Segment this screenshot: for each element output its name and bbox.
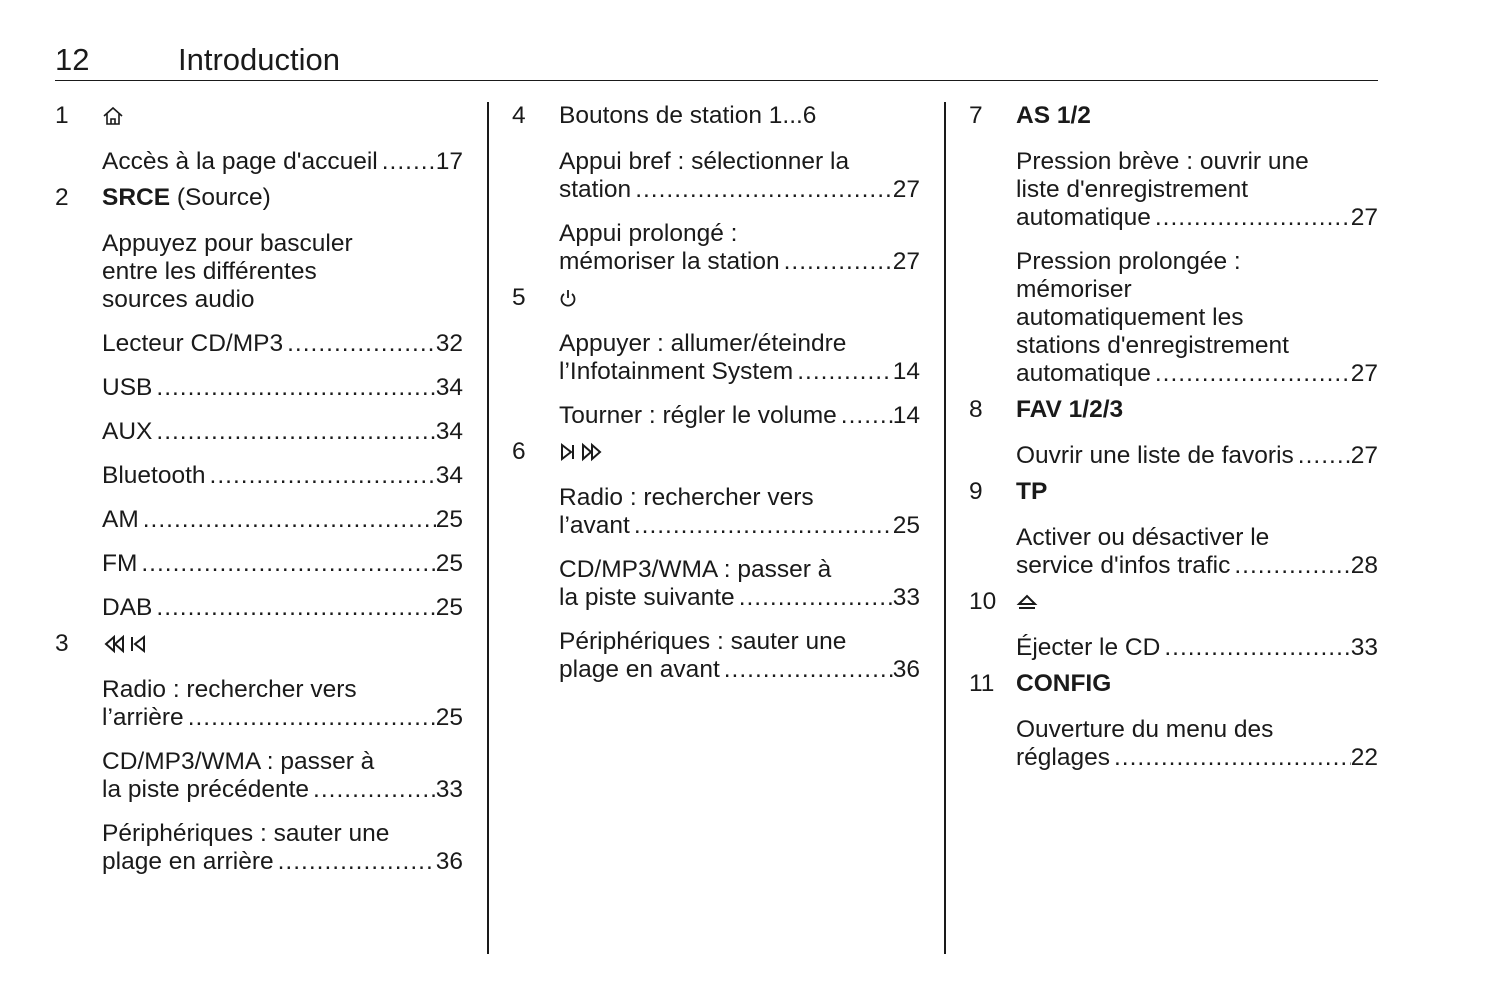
dot-leader — [1151, 204, 1351, 232]
entry-page-reference[interactable] — [1016, 204, 1378, 232]
control-title — [969, 478, 1378, 506]
page-reference[interactable]: 25 — [435, 704, 463, 731]
dot-leader — [137, 550, 435, 578]
entry-label: l’arrière — [102, 704, 184, 731]
entry-text-line: CD/MP3/WMA : passer à — [102, 748, 375, 775]
column-divider — [944, 102, 946, 954]
page-reference[interactable]: 14 — [892, 402, 920, 429]
entry-text-line: Pression prolongée : — [1016, 248, 1241, 275]
page-reference[interactable]: 34 — [435, 374, 463, 401]
dot-leader — [1160, 634, 1350, 662]
page-reference[interactable]: 25 — [892, 512, 920, 539]
page-reference[interactable]: 27 — [1350, 360, 1378, 387]
page-header — [55, 40, 1378, 81]
index-entry — [1016, 148, 1378, 232]
page-reference[interactable]: 32 — [435, 330, 463, 357]
page-reference[interactable]: 36 — [892, 656, 920, 683]
control-title — [969, 588, 1378, 616]
entry-label: station — [559, 176, 632, 203]
control-name-detail: Boutons de station 1...6 — [559, 102, 817, 129]
entry-label: Éjecter le CD — [1016, 634, 1161, 661]
index-entry — [102, 230, 463, 314]
dot-leader — [720, 656, 893, 684]
entry-page-reference[interactable] — [559, 656, 920, 684]
entry-page-reference[interactable] — [1016, 552, 1378, 580]
entry-label: réglages — [1016, 744, 1110, 771]
entry-text-line: Appui bref : sélectionner la — [559, 148, 850, 175]
index-entry — [559, 628, 920, 684]
index-entry — [1016, 716, 1378, 772]
entry-page-reference[interactable] — [559, 358, 920, 386]
dot-leader — [1294, 442, 1351, 470]
entry-text-line: mémoriser — [1016, 276, 1132, 303]
entry-text-line: Appuyez pour basculer — [102, 230, 353, 257]
entry-text-line: automatiquement les — [1016, 304, 1244, 331]
control-name: SRCE — [102, 184, 171, 211]
control-number: 5 — [512, 284, 526, 311]
entry-label: Accès à la page d'accueil — [102, 148, 378, 175]
entry-label: l’avant — [559, 512, 630, 539]
index-entry — [102, 148, 463, 176]
entry-label: AM — [102, 506, 139, 533]
control-item — [512, 284, 920, 430]
entry-page-reference[interactable] — [559, 248, 920, 276]
entry-label: Ouvrir une liste de favoris — [1016, 442, 1294, 469]
entry-page-reference[interactable] — [102, 594, 463, 622]
page-reference[interactable]: 25 — [435, 550, 463, 577]
entry-label: USB — [102, 374, 153, 401]
control-title — [55, 630, 463, 658]
entry-label: automatique — [1016, 360, 1151, 387]
entry-label: mémoriser la station — [559, 248, 780, 275]
control-title — [969, 670, 1378, 698]
control-name: TP — [1016, 478, 1048, 505]
dot-leader — [1110, 744, 1351, 772]
control-number: 2 — [55, 184, 69, 211]
page-reference[interactable]: 33 — [892, 584, 920, 611]
entry-page-reference[interactable] — [102, 148, 463, 176]
page-reference[interactable]: 36 — [435, 848, 463, 875]
control-number: 11 — [969, 670, 995, 697]
entry-label: automatique — [1016, 204, 1151, 231]
control-number: 4 — [512, 102, 526, 129]
entry-label: Bluetooth — [102, 462, 206, 489]
control-title — [55, 102, 463, 130]
entry-text-line: sources audio — [102, 286, 255, 313]
dot-leader — [152, 594, 435, 622]
control-item — [512, 438, 920, 684]
entry-label: la piste précédente — [102, 776, 310, 803]
index-entry — [102, 506, 463, 534]
control-title — [512, 102, 920, 130]
eject-icon — [1016, 588, 1038, 616]
entry-page-reference[interactable] — [1016, 634, 1378, 662]
entry-text-line: entre les différentes — [102, 258, 317, 285]
control-item — [969, 478, 1378, 580]
control-title — [969, 102, 1378, 130]
control-number: 6 — [512, 438, 526, 465]
entry-page-reference[interactable] — [102, 418, 463, 446]
entry-text-line: Radio : rechercher vers — [559, 484, 814, 511]
entry-label: FM — [102, 550, 138, 577]
control-number: 9 — [969, 478, 983, 505]
dot-leader — [780, 248, 893, 276]
entry-page-reference[interactable] — [559, 402, 920, 430]
entry-text-line: Pression brève : ouvrir une — [1016, 148, 1309, 175]
control-item — [969, 588, 1378, 662]
page-reference[interactable]: 14 — [892, 358, 920, 385]
entry-page-reference[interactable] — [559, 512, 920, 540]
entry-page-reference[interactable] — [1016, 360, 1378, 388]
entry-label: la piste suivante — [559, 584, 735, 611]
entry-label: plage en avant — [559, 656, 720, 683]
entry-label: Lecteur CD/MP3 — [102, 330, 284, 357]
page-reference[interactable]: 25 — [435, 506, 463, 533]
index-entry — [1016, 634, 1378, 662]
entry-text-line: Ouverture du menu des — [1016, 716, 1274, 743]
column-3 — [969, 102, 1378, 772]
entry-text-line: Appui prolongé : — [559, 220, 738, 247]
control-name: CONFIG — [1016, 670, 1112, 697]
dot-leader — [735, 584, 893, 612]
control-title — [512, 438, 920, 466]
index-entry — [102, 594, 463, 622]
index-entry — [102, 550, 463, 578]
page-reference[interactable]: 27 — [1350, 442, 1378, 469]
entry-label: l’Infotainment System — [559, 358, 794, 385]
page-reference[interactable]: 25 — [435, 594, 463, 621]
entry-text-line: CD/MP3/WMA : passer à — [559, 556, 832, 583]
entry-page-reference[interactable] — [559, 176, 920, 204]
dot-leader — [184, 704, 436, 732]
index-entry — [559, 148, 920, 204]
dot-leader — [152, 418, 435, 446]
page-reference[interactable]: 33 — [435, 776, 463, 803]
page-reference[interactable]: 27 — [1350, 204, 1378, 231]
entry-page-reference[interactable] — [559, 584, 920, 612]
control-item — [55, 184, 463, 622]
control-number: 8 — [969, 396, 983, 423]
dot-leader — [378, 148, 436, 176]
entry-label: Tourner : régler le volume — [559, 402, 837, 429]
control-item — [969, 396, 1378, 470]
entry-page-reference[interactable] — [102, 550, 463, 578]
entry-text-line: Périphériques : sauter une — [559, 628, 847, 655]
index-entry — [1016, 248, 1378, 388]
dot-leader — [837, 402, 893, 430]
dot-leader — [206, 462, 436, 490]
control-number: 1 — [55, 102, 69, 129]
home-icon — [102, 102, 124, 130]
column-2 — [512, 102, 920, 684]
index-entry — [559, 484, 920, 540]
page-reference[interactable]: 34 — [435, 462, 463, 489]
index-entry — [102, 418, 463, 446]
index-entry — [559, 330, 920, 386]
index-entry — [1016, 442, 1378, 470]
control-number: 3 — [55, 630, 69, 657]
dot-leader — [1151, 360, 1351, 388]
entry-page-reference[interactable] — [102, 704, 463, 732]
index-entry — [559, 402, 920, 430]
control-item — [512, 102, 920, 276]
control-item — [55, 102, 463, 176]
page-reference[interactable]: 17 — [435, 148, 463, 175]
entry-label: DAB — [102, 594, 153, 621]
dot-leader — [630, 512, 893, 540]
entry-text-line: Radio : rechercher vers — [102, 676, 357, 703]
entry-page-reference[interactable] — [102, 506, 463, 534]
dot-leader — [139, 506, 436, 534]
control-item — [55, 630, 463, 876]
entry-page-reference[interactable] — [102, 374, 463, 402]
page-reference[interactable]: 27 — [892, 248, 920, 275]
entry-text-line: Appuyer : allumer/éteindre — [559, 330, 847, 357]
entry-label: AUX — [102, 418, 153, 445]
control-number: 10 — [969, 588, 997, 615]
index-entry — [1016, 524, 1378, 580]
rewind-previous-icon — [102, 630, 150, 658]
entry-text-line: stations d'enregistrement — [1016, 332, 1289, 359]
index-entry — [102, 374, 463, 402]
dot-leader — [274, 848, 436, 876]
dot-leader — [1230, 552, 1350, 580]
dot-leader — [152, 374, 435, 402]
control-name: AS 1/2 — [1016, 102, 1091, 129]
dot-leader — [283, 330, 436, 358]
page-number: 12 — [55, 42, 90, 77]
index-entry — [559, 220, 920, 276]
next-fastforward-icon — [559, 438, 607, 466]
entry-page-reference[interactable] — [102, 330, 463, 358]
entry-text-line: Activer ou désactiver le — [1016, 524, 1270, 551]
entry-page-reference[interactable] — [1016, 442, 1378, 470]
entry-text-line: Périphériques : sauter une — [102, 820, 390, 847]
index-entry — [559, 556, 920, 612]
index-entry — [102, 676, 463, 732]
dot-leader — [309, 776, 436, 804]
entry-label: plage en arrière — [102, 848, 274, 875]
page-reference[interactable]: 28 — [1350, 552, 1378, 579]
control-title — [512, 284, 920, 312]
control-item — [969, 102, 1378, 388]
control-item — [969, 670, 1378, 772]
page-reference[interactable]: 34 — [435, 418, 463, 445]
entry-page-reference[interactable] — [102, 776, 463, 804]
index-entry — [102, 748, 463, 804]
power-icon — [559, 284, 577, 312]
index-entry — [102, 330, 463, 358]
control-name: FAV 1/2/3 — [1016, 396, 1124, 423]
entry-page-reference[interactable] — [102, 848, 463, 876]
page-reference[interactable]: 27 — [892, 176, 920, 203]
control-number: 7 — [969, 102, 983, 129]
entry-label: service d'infos trafic — [1016, 552, 1231, 579]
index-entry — [102, 820, 463, 876]
entry-page-reference[interactable] — [1016, 744, 1378, 772]
index-entry — [102, 462, 463, 490]
dot-leader — [631, 176, 893, 204]
entry-page-reference[interactable] — [102, 462, 463, 490]
dot-leader — [793, 358, 893, 386]
control-name-detail: (Source) — [170, 184, 271, 211]
entry-text-line: liste d'enregistrement — [1016, 176, 1249, 203]
page-reference[interactable]: 33 — [1350, 634, 1378, 661]
column-1 — [55, 102, 463, 876]
page-reference[interactable]: 22 — [1350, 744, 1378, 771]
page-title: Introduction — [178, 42, 340, 77]
control-title — [55, 184, 463, 212]
column-divider — [487, 102, 489, 954]
control-title — [969, 396, 1378, 424]
